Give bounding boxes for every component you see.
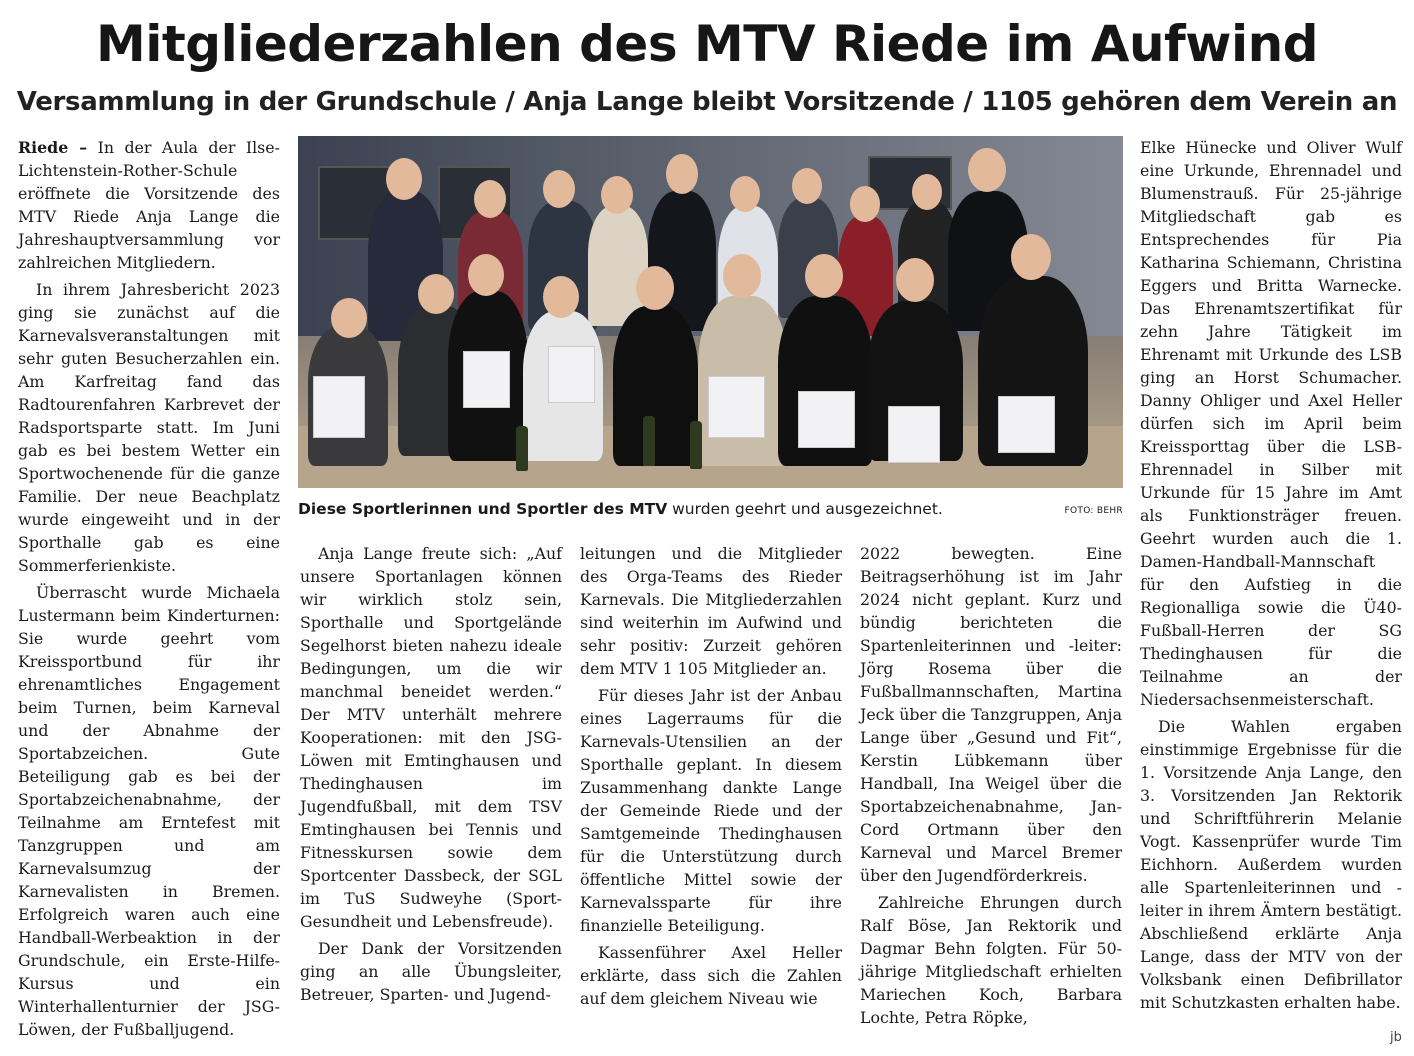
article-column-5 [1140,136,1402,1014]
photo-person-head [468,254,504,296]
photo-person-head [386,158,422,200]
photo-certificate [888,406,940,463]
paragraph: Der Dank der Vorsitzenden ging an alle Übungsleiter, Betreuer, Sparten- und Jugend- [300,939,562,1004]
photo-person-head [636,266,674,310]
photo-certificate [313,376,365,438]
article-column-1 [18,136,280,1041]
author-signature: jb [1390,1030,1402,1045]
photo-person-head [792,168,822,204]
paragraph: Die Wahlen ergaben einstimmige Ergebnisse für die 1. Vorsitzende Anja Lange, den 3. Vorsitzenden Jan Rektorik und Schriftführerin Melanie Vogt. Kassenprüfer wurde Tim Eichhorn. Außerdem wurden alle Spartenleiterinnen und -leiter in ihrem Ämtern bestätigt. Abschließend erklärte Anja Lange, dass der MTV von der Volksbank einen Defibrillator mit Schutzkasten erhalten habe. [1140,717,1402,1012]
photo-certificate [463,351,510,408]
paragraph: Zahlreiche Ehrungen durch Ralf Böse, Jan Rektorik und Dagmar Behn folgten. Für 50-jährige Mitgliedschaft erhielten Mariechen Koch, Barbara Lochte, Petra Röpke, [860,893,1122,1027]
paragraph: Für dieses Jahr ist der Anbau eines Lagerraums für die Karnevals-Utensilien an der Sporthalle geplant. In diesem Zusammenhang dankte Lange der Gemeinde Riede und der Samtgemeinde Thedinghausen für die Unterstützung durch öffentliche Mittel sowie der Karnevalssparte für ihre finanzielle Beteiligung. [580,686,842,935]
article-column-4 [860,542,1122,1029]
caption-bold: Diese Sportlerinnen und Sportler des MTV [298,500,668,518]
dateline: Riede – [18,138,88,157]
paragraph [18,136,280,274]
photo-person-head [666,154,698,194]
photo-person-head [850,186,880,222]
paragraph: leitungen und die Mitglieder des Orga-Teams des Rieder Karnevals. Die Mitgliederzahlen sind weiterhin im Aufwind und sehr positiv: Zurzeit gehören dem MTV 1 105 Mitglieder an. [580,544,842,678]
paragraph: Elke Hünecke und Oliver Wulf eine Urkunde, Ehrennadel und Blumenstrauß. Für 25-jährige Mitgliedschaft gab es Entsprechendes für Pia Katharina Schiemann, Christina Eggers und Britta Warnecke. Das Ehrenamtszertifikat für zehn Jahre Tätigkeit im Ehrenamt mit Urkunde des LSB ging an Horst Schumacher. Danny Ohliger und Axel Heller dürfen sich im April beim Kreissporttag über die LSB-Ehrennadel in Silber mit Urkunde für 15 Jahre im Amt als Funktionsträger freuen. Geehrt wurden auch die 1. Damen-Handball-Mannschaft für den Aufstieg in die Regionalliga sowie die Ü40-Fußball-Herren der SG Thedinghausen für die Teilnahme an der Niedersachsenmeisterschaft. [1140,138,1402,709]
photo-person-head [730,176,760,212]
photo-person-head [968,148,1006,192]
photo-bottle [690,421,702,469]
photo-person [613,306,698,466]
headline: Mitgliederzahlen des MTV Riede im Aufwind [95,15,1319,73]
photo-person-head [331,298,367,338]
photo-person-head [1011,234,1051,280]
photo-caption [298,499,1123,519]
photo-bottle [516,426,528,471]
photo-person-head [543,170,575,208]
photo-bottle [643,416,655,466]
photo-person-head [723,254,761,298]
photo-person-head [896,258,934,302]
photo-certificate [548,346,595,403]
article-column-3 [580,542,842,1010]
photo-person-head [805,254,843,298]
paragraph-text: In der Aula der Ilse-Lichtenstein-Rother-Schule eröffnete die Vorsitzende des MTV Riede Anja Lange die Jahreshauptversammlung vor zahlreichen Mitgliedern. [18,138,280,272]
paragraph: Überrascht wurde Michaela Lustermann beim Kinderturnen: Sie wurde geehrt vom Kreissportbund für ihr ehrenamtliches Engagement beim Turnen, beim Karneval und der Abnahme der Sportabzeichen. Gute Beteiligung gab es bei der Sportabzeichenabnahme, der Teilnahme am Erntefest mit Tanzgruppen und am Karnevalsumzug der Karnevalisten in Bremen. Erfolgreich waren auch eine Handball-Werbeaktion in der Grundschule, ein Erste-Hilfe-Kursus und ein Winterhallenturnier der JSG-Löwen, der Fußballjugend. [18,583,280,1039]
photo-credit: FOTO: BEHR [1064,506,1123,516]
paragraph: 2022 bewegten. Eine Beitragserhöhung ist im Jahr 2024 nicht geplant. Kurz und bündig berichteten die Spartenleiterinnen und -leiter: Jörg Rosema über die Fußballmannschaften, Martina Jeck über die Tanzgruppen, Anja Lange über „Gesund und Fit“, Kerstin Lübkemann über Handball, Ina Weigel über die Sportabzeichenabnahme, Jan-Cord Ortmann über den Karneval und Marcel Bremer über den Jugendförderkreis. [860,544,1122,885]
photo-certificate [998,396,1055,453]
photo-person-head [418,274,454,314]
caption-text: wurden geehrt und ausgezeichnet. [667,500,943,518]
photo-certificate [798,391,855,448]
photo-certificate [708,376,765,438]
subheadline: Versammlung in der Grundschule / Anja Lange bleibt Vorsitzende / 1105 gehören dem Verein an [16,87,1398,117]
paragraph: Anja Lange freute sich: „Auf unsere Sportanlagen können wir wirklich stolz sein, Sporthalle und Sportgelände Segelhorst bieten nahezu ideale Bedingungen, um die wir manchmal beneidet werden.“ Der MTV unterhält mehrere Kooperationen: mit den JSG-Löwen mit Emtinghausen und Thedinghausen im Jugendfußball, mit dem TSV Emtinghausen bei Tennis und Fitnesskursen sowie dem Sportcenter Dassbeck, der SGL im TuS Sudweyhe (Sport-Gesundheit und Lebensfreude). [300,544,562,931]
group-photo [298,136,1123,488]
photo-person-head [543,276,579,318]
photo-person-head [601,176,633,214]
article-column-2 [300,542,562,1006]
photo-person-head [912,174,942,210]
photo-person-head [474,180,506,218]
paragraph: Kassenführer Axel Heller erklärte, dass sich die Zahlen auf dem gleichem Niveau wie [580,943,842,1008]
paragraph: In ihrem Jahresbericht 2023 ging sie zunächst auf die Karnevalsveranstaltungen mit sehr guten Besucherzahlen ein. Am Karfreitag fand das Radtourenfahren Karbrevet der Radsportsparte statt. Im Juni gab es bei bestem Wetter ein Sportwochenende für die ganze Familie. Der neue Beachplatz wurde eingeweiht und in der Sporthalle gab es eine Sommerferienkiste. [18,280,280,575]
